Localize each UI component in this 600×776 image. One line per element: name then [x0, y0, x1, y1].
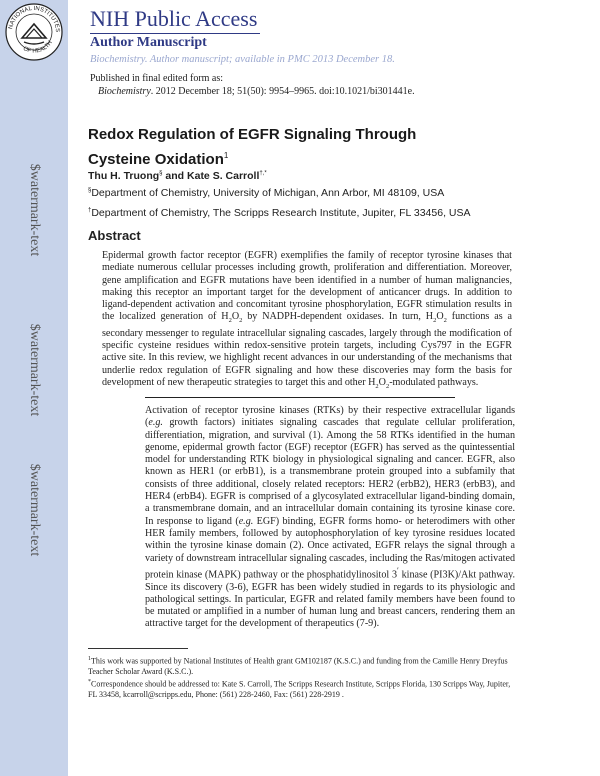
abstract-part-2: O [231, 311, 240, 323]
abstract-part-1: Epidermal growth factor receptor (EGFR) exemplifies the family of receptor tyrosine kinases that mediate numerous cellular processes including growth, proliferation and differentiation. Moreover, gene amplification and EGFR mutations have been identified in a number of human malignancies, making this receptor an important target for the development of anticancer drugs. In addition to ligand-dependent activation and concomitant tyrosine phosphorylation, EGFR stimulation results in the localized generation of H [102, 250, 512, 323]
body-eg-2: e.g. [238, 515, 254, 527]
footnote-1-mark: 1 [88, 656, 91, 662]
footnote-1 [88, 654, 518, 677]
availability-citation: Biochemistry. Author manuscript; available in PMC 2013 December 18. [90, 54, 395, 65]
body-part-2: growth factors) initiates signaling cascades that regulate cellular proliferation, differentiation, migration, and survival (1). Among the 58 RTKs identified in the human genome, epidermal growth factor (EGF) receptor (EGFR) has served as the quintessential model for understanding RTK biology in physiological signaling and cancer. EGFR, also known as HER1 (or erbB1), is a transmembrane protein grouped into a subfamily that consists of three additional, closely related receptors: HER2 (erbB2), HER3 (erbB3), and HER4 (erbB4). EGFR is comprised of a glycosylated extracellular ligand-binding domain, a transmembrane domain, and an intracellular domain containing its tyrosine kinase core. In response to ligand ( [145, 417, 515, 527]
author-1-mark: § [159, 170, 163, 177]
abstract-part-3: by NADPH-dependent oxidases. In turn, H [242, 311, 434, 323]
footnote-2-mark: * [88, 679, 91, 685]
title-footnote-mark: 1 [223, 151, 229, 160]
abstract-sub-4: 2 [443, 317, 447, 325]
abstract-text [102, 250, 512, 393]
nih-seal-logo [4, 2, 64, 62]
abstract-sub-1: 2 [228, 317, 232, 325]
footnote-rule [88, 648, 188, 649]
seal-word-4: HEALTH [32, 39, 54, 55]
seal-word-1: NATIONAL [8, 6, 33, 30]
abstract-sub-6: 2 [385, 383, 390, 390]
footnote-2 [88, 677, 518, 700]
watermark-text-2: $watermark-text [27, 323, 42, 417]
author-manuscript-label: Author Manuscript [90, 35, 207, 50]
sidebar [0, 0, 68, 776]
watermark-text-1: $watermark-text [27, 163, 42, 257]
journal-name: Biochemistry [98, 86, 151, 97]
body-part-3: EGF) binding, EGFR forms homo- or heterodimers with other HER family members, followed by autophosphorylation of key tyrosine residues located within the tyrosine kinase domain (2). Once activated, EGFR relays the signal through a variety of downstream intracellular signaling cascades, including the Ras/mitogen activated protein kinase (MAPK) pathway or the phosphatidylinositol 3 [145, 515, 515, 581]
abstract-part-4: O [436, 311, 444, 323]
journal-citation: . 2012 December 18; 51(50): 9954–9965. doi:10.1021/bi301441e. [150, 86, 415, 97]
footnote-1-text: This work was supported by National Institutes of Health grant GM102187 (K.S.C.) and funding from the Camille Henry Dreyfus Teacher Scholar Award (K.S.C.). [88, 656, 508, 676]
author-2-mark: †,* [259, 170, 267, 177]
body-prime: ′ [397, 565, 399, 575]
affiliation-2-mark: † [88, 207, 92, 214]
body-part-4: kinase (PI3K)/Akt pathway. Since its discovery (3-6), EGFR has been widely studied in regards to its physiologic and pathological settings. In particular, EGFR and related family members have been found to be mutated or amplified in a number of human lung and breast cancers, rendering them an attractive target for the development of therapeutics (7-9). [145, 569, 515, 630]
abstract-sub-3: 2 [433, 317, 437, 325]
author-2: Kate S. Carroll [187, 170, 260, 182]
body-part-1: Activation of receptor tyrosine kinases (RTKs) by their respective extracellular ligands ( [145, 405, 515, 429]
header-rule [90, 33, 260, 34]
affiliation-2-text: Department of Chemistry, The Scripps Research Institute, Jupiter, FL 33456, USA [91, 207, 471, 219]
article-title-text: Redox Regulation of EGFR Signaling Through Cysteine Oxidation [88, 126, 417, 168]
body-eg-1: e.g. [148, 417, 163, 429]
seal-word-3: OF [22, 45, 32, 55]
affiliation-1 [88, 187, 444, 199]
published-in-label: Published in final edited form as: [90, 73, 224, 84]
abstract-sub-2: 2 [239, 317, 243, 325]
abstract-divider [145, 397, 455, 398]
nih-public-access-title: NIH Public Access [90, 6, 258, 31]
author-1: Thu H. Truong [88, 170, 160, 182]
abstract-sub-5: 2 [375, 383, 379, 390]
seal-word-2: INSTITUTES [33, 5, 61, 33]
abstract-heading: Abstract [88, 228, 141, 243]
abstract-part-6: O [378, 376, 386, 388]
watermark-text-3: $watermark-text [27, 463, 42, 557]
footnote-2-text: Correspondence should be addressed to: Kate S. Carroll, The Scripps Research Institute, Scripps Florida, 130 Scripps Way, Jupiter, FL 33458, kcarroll@scripps.edu, Phone: (561) 228-2460, Fax: (561) 228-2919 . [88, 679, 511, 699]
affiliation-2 [88, 207, 471, 219]
author-line [88, 170, 267, 182]
body-paragraph [145, 405, 515, 631]
author-conjunction: and [162, 170, 188, 182]
publication-details [98, 86, 415, 97]
abstract-part-5: functions as a secondary messenger to regulate intracellular signaling cascades, largely through the modification of specific cysteine residues within redox-sensitive protein targets, including Cys797 in the EGFR active site. In this review, we highlight recent advances in our understanding of the mechanisms that underlie redox regulation of EGFR signaling and how these discoveries may form the basis for development of new therapeutic strategies to target this and other H [102, 311, 512, 388]
affiliation-1-text: Department of Chemistry, University of Michigan, Ann Arbor, MI 48109, USA [91, 187, 445, 199]
abstract-part-7: -modulated pathways. [389, 376, 479, 388]
article-title [88, 124, 468, 170]
affiliation-1-mark: § [88, 187, 92, 194]
